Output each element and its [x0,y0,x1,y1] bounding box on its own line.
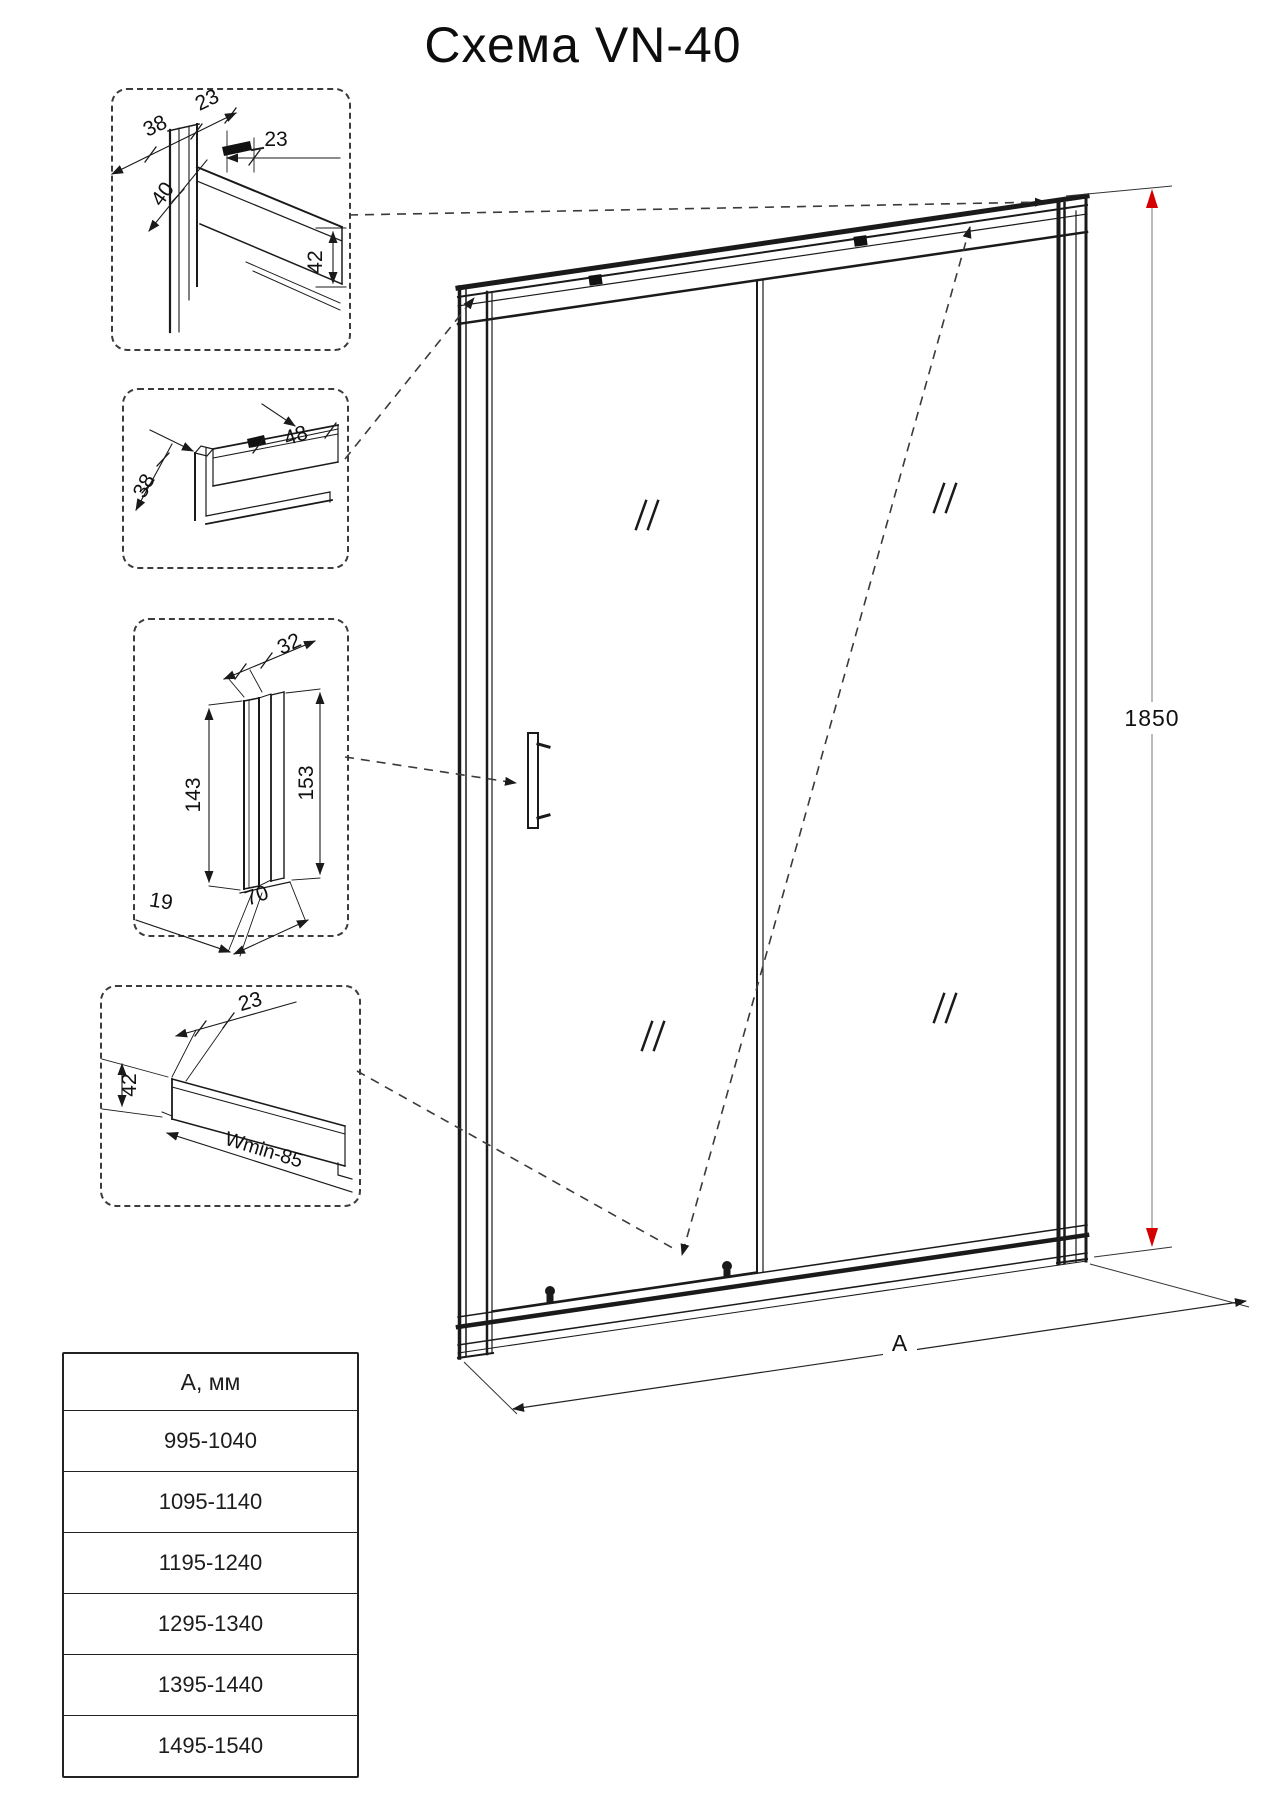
dim-label-top-42: 42 [304,250,327,274]
dim-label-bottom-42: 42 [118,1073,141,1097]
red-arrow-down [1146,1228,1158,1247]
dim-label-handle-19: 19 [147,888,175,915]
dim-label-top-23-diag: 23 [191,84,223,116]
door-handle [528,733,549,828]
detail-rail-joint-art [136,404,338,524]
dim-label-handle-70: 70 [241,881,272,911]
dim-label-handle-32: 32 [273,628,305,660]
dim-label-bottom-23: 23 [235,987,265,1017]
table-row: 1095-1140 [64,1471,357,1532]
red-arrow-up [1146,189,1158,208]
leader-lines [345,202,1046,1255]
glass-marks [636,484,956,1050]
dim-label-bottom-wmin: Wmin-85 [222,1128,306,1173]
dim-label-A: A [891,1330,909,1356]
bottom-rollers [545,1261,732,1303]
page-title: Схема VN-40 [424,17,742,73]
table-row: 1495-1540 [64,1715,357,1776]
dim-label-joint-48: 48 [281,421,311,451]
table-row: 1195-1240 [64,1532,357,1593]
dim-label-handle-143: 143 [182,777,205,813]
door-assembly [458,196,1087,1358]
table-row: 1295-1340 [64,1593,357,1654]
size-table [62,1352,359,1778]
dim-label-joint-38: 38 [128,470,160,502]
table-row: 995-1040 [64,1410,357,1471]
dim-label-handle-153: 153 [295,765,318,801]
dim-label-top-38: 38 [139,110,171,142]
table-row: 1395-1440 [64,1654,357,1715]
dim-label-1850: 1850 [1124,705,1180,731]
dim-label-top-40: 40 [146,177,179,211]
detail-top-profile-art [112,108,346,332]
dim-label-top-23-horiz: 23 [264,128,288,151]
size-table-header: А, мм [180,1368,241,1395]
